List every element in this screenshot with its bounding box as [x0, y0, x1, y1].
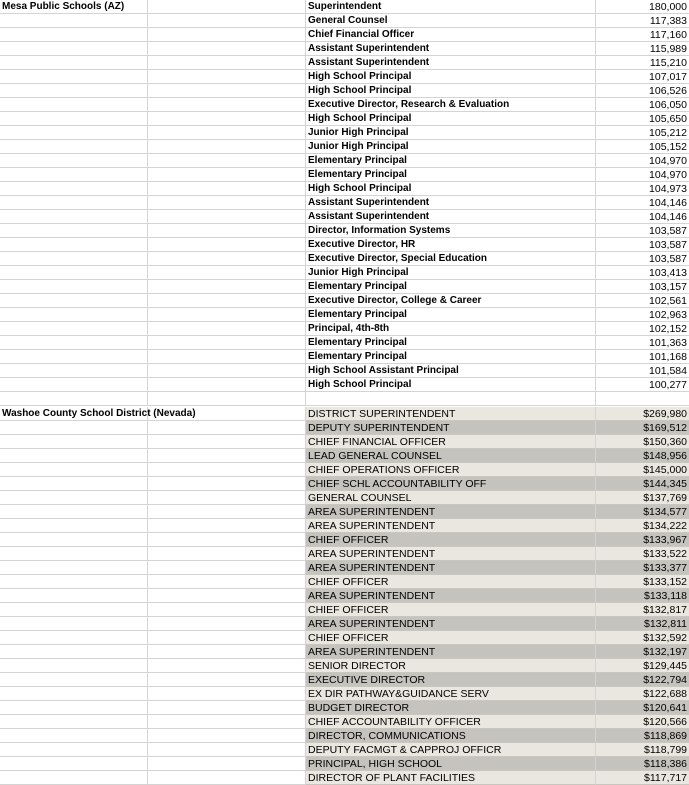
job-title-cell[interactable]: AREA SUPERINTENDENT [306, 547, 596, 561]
salary-cell[interactable]: 105,650 [596, 112, 689, 126]
salary-cell[interactable]: 105,212 [596, 126, 689, 140]
job-title-cell[interactable]: Assistant Superintendent [306, 210, 596, 224]
salary-cell[interactable]: $145,000 [596, 463, 689, 477]
empty-cell[interactable] [0, 645, 148, 659]
job-title-cell[interactable]: Superintendent [306, 0, 596, 14]
job-title-cell[interactable]: High School Principal [306, 182, 596, 196]
empty-cell[interactable] [148, 449, 306, 463]
empty-cell[interactable] [148, 392, 306, 406]
job-title-cell[interactable]: Assistant Superintendent [306, 196, 596, 210]
empty-cell[interactable] [0, 533, 148, 547]
salary-cell[interactable]: $132,817 [596, 603, 689, 617]
blank-row [0, 392, 689, 406]
empty-cell[interactable] [148, 14, 306, 28]
empty-cell[interactable] [148, 645, 306, 659]
job-title-cell[interactable]: High School Principal [306, 378, 596, 392]
empty-cell[interactable] [0, 743, 148, 757]
job-title-cell[interactable]: Executive Director, Special Education [306, 252, 596, 266]
empty-cell[interactable] [0, 729, 148, 743]
empty-cell[interactable] [0, 196, 148, 210]
job-title-cell[interactable]: High School Principal [306, 84, 596, 98]
empty-cell[interactable] [0, 449, 148, 463]
empty-cell[interactable] [148, 533, 306, 547]
empty-cell[interactable] [148, 336, 306, 350]
empty-cell[interactable] [0, 98, 148, 112]
table-row [0, 561, 689, 575]
salary-cell[interactable]: $122,688 [596, 687, 689, 701]
empty-cell[interactable] [0, 673, 148, 687]
salary-cell[interactable]: 105,152 [596, 140, 689, 154]
empty-cell[interactable] [0, 70, 148, 84]
job-title-cell[interactable]: DISTRICT SUPERINTENDENT [306, 407, 596, 421]
empty-cell[interactable] [0, 336, 148, 350]
empty-cell[interactable] [0, 308, 148, 322]
table-row [0, 168, 689, 182]
job-title-cell[interactable]: AREA SUPERINTENDENT [306, 645, 596, 659]
table-row [0, 238, 689, 252]
table-row [0, 659, 689, 673]
salary-cell[interactable]: 102,152 [596, 322, 689, 336]
empty-cell[interactable] [148, 617, 306, 631]
salary-cell[interactable]: 103,587 [596, 252, 689, 266]
job-title-cell[interactable]: LEAD GENERAL COUNSEL [306, 449, 596, 463]
job-title-cell[interactable]: Elementary Principal [306, 154, 596, 168]
table-row [0, 491, 689, 505]
job-title-cell[interactable]: EXECUTIVE DIRECTOR [306, 673, 596, 687]
job-title-cell[interactable]: DIRECTOR, COMMUNICATIONS [306, 729, 596, 743]
empty-cell[interactable] [148, 294, 306, 308]
job-title-cell[interactable]: DEPUTY FACMGT & CAPPROJ OFFICR [306, 743, 596, 757]
empty-cell[interactable] [148, 463, 306, 477]
empty-cell[interactable] [0, 392, 148, 406]
empty-cell[interactable] [0, 266, 148, 280]
empty-cell[interactable] [0, 603, 148, 617]
table-row [0, 42, 689, 56]
salary-cell[interactable]: 102,561 [596, 294, 689, 308]
salary-cell[interactable]: $122,794 [596, 673, 689, 687]
empty-cell[interactable] [148, 547, 306, 561]
table-row [0, 196, 689, 210]
table-row [0, 463, 689, 477]
job-title-cell[interactable]: Executive Director, College & Career [306, 294, 596, 308]
empty-cell[interactable] [0, 378, 148, 392]
table-row [0, 336, 689, 350]
empty-cell[interactable] [0, 575, 148, 589]
table-row [0, 575, 689, 589]
empty-cell[interactable] [0, 757, 148, 771]
table-row [0, 673, 689, 687]
table-row [0, 154, 689, 168]
empty-cell[interactable] [0, 589, 148, 603]
salary-cell[interactable]: $148,956 [596, 449, 689, 463]
empty-cell[interactable] [148, 70, 306, 84]
empty-cell[interactable] [148, 238, 306, 252]
salary-cell[interactable]: 106,526 [596, 84, 689, 98]
empty-cell[interactable] [0, 421, 148, 435]
table-row [0, 505, 689, 519]
empty-cell[interactable] [0, 182, 148, 196]
table-row [0, 364, 689, 378]
job-title-cell[interactable]: DIRECTOR OF PLANT FACILITIES [306, 771, 596, 785]
empty-cell[interactable] [148, 126, 306, 140]
table-row [0, 645, 689, 659]
table-row [0, 70, 689, 84]
job-title-cell[interactable]: SENIOR DIRECTOR [306, 659, 596, 673]
empty-cell[interactable] [0, 280, 148, 294]
salary-cell[interactable]: $269,980 [596, 407, 689, 421]
district-name-cell[interactable]: Washoe County School District (Nevada) [2, 408, 196, 419]
empty-cell[interactable] [0, 771, 148, 785]
empty-cell[interactable] [148, 771, 306, 785]
empty-cell[interactable] [0, 617, 148, 631]
salary-cell[interactable]: 101,584 [596, 364, 689, 378]
table-row [0, 547, 689, 561]
empty-cell[interactable] [148, 84, 306, 98]
table-row [0, 182, 689, 196]
empty-cell[interactable] [148, 519, 306, 533]
job-title-cell[interactable]: EX DIR PATHWAY&GUIDANCE SERV [306, 687, 596, 701]
job-title-cell[interactable]: High School Assistant Principal [306, 364, 596, 378]
empty-cell[interactable] [0, 56, 148, 70]
table-row [0, 210, 689, 224]
empty-cell[interactable] [0, 659, 148, 673]
job-title-cell[interactable]: Elementary Principal [306, 168, 596, 182]
table-row [0, 701, 689, 715]
empty-cell[interactable] [148, 224, 306, 238]
table-row [0, 280, 689, 294]
empty-cell[interactable] [148, 42, 306, 56]
empty-cell[interactable] [148, 631, 306, 645]
empty-cell[interactable] [0, 42, 148, 56]
salary-cell[interactable]: $118,386 [596, 757, 689, 771]
table-row [0, 112, 689, 126]
salary-cell[interactable]: $169,512 [596, 421, 689, 435]
empty-cell[interactable] [148, 603, 306, 617]
salary-cell[interactable]: $134,577 [596, 505, 689, 519]
empty-cell[interactable] [148, 28, 306, 42]
empty-cell[interactable] [148, 196, 306, 210]
salary-cell[interactable]: $129,445 [596, 659, 689, 673]
empty-cell[interactable] [148, 659, 306, 673]
job-title-cell[interactable]: CHIEF OFFICER [306, 631, 596, 645]
salary-cell[interactable]: $117,717 [596, 771, 689, 785]
empty-cell[interactable] [0, 294, 148, 308]
empty-cell[interactable] [0, 477, 148, 491]
empty-cell[interactable] [0, 14, 148, 28]
district-name-cell[interactable]: Mesa Public Schools (AZ) [0, 0, 148, 14]
salary-cell[interactable]: $132,811 [596, 617, 689, 631]
table-row [0, 407, 689, 421]
empty-cell[interactable] [148, 673, 306, 687]
job-title-cell[interactable]: General Counsel [306, 14, 596, 28]
empty-cell[interactable] [0, 322, 148, 336]
salary-cell[interactable]: $133,118 [596, 589, 689, 603]
empty-cell[interactable] [596, 392, 689, 406]
salary-cell[interactable]: 106,050 [596, 98, 689, 112]
table-row [0, 350, 689, 364]
salary-cell[interactable]: $120,641 [596, 701, 689, 715]
empty-cell[interactable] [148, 56, 306, 70]
table-row [0, 252, 689, 266]
empty-cell[interactable] [148, 715, 306, 729]
salary-cell[interactable]: $133,152 [596, 575, 689, 589]
table-row [0, 435, 689, 449]
salary-cell[interactable]: 117,383 [596, 14, 689, 28]
salary-cell[interactable]: 104,146 [596, 196, 689, 210]
salary-cell[interactable]: 101,168 [596, 350, 689, 364]
salary-cell[interactable]: $133,377 [596, 561, 689, 575]
table-row [0, 294, 689, 308]
job-title-cell[interactable]: High School Principal [306, 70, 596, 84]
empty-cell[interactable] [0, 28, 148, 42]
salary-cell[interactable]: $144,345 [596, 477, 689, 491]
empty-cell[interactable] [148, 477, 306, 491]
job-title-cell[interactable]: Executive Director, HR [306, 238, 596, 252]
empty-cell[interactable] [148, 701, 306, 715]
table-row [0, 308, 689, 322]
table-row [0, 729, 689, 743]
empty-cell[interactable] [148, 378, 306, 392]
job-title-cell[interactable]: AREA SUPERINTENDENT [306, 589, 596, 603]
job-title-cell[interactable]: Junior High Principal [306, 140, 596, 154]
salary-cell[interactable]: 107,017 [596, 70, 689, 84]
salary-cell[interactable]: $137,769 [596, 491, 689, 505]
job-title-cell[interactable]: CHIEF SCHL ACCOUNTABILITY OFF [306, 477, 596, 491]
empty-cell[interactable] [0, 224, 148, 238]
job-title-cell[interactable]: AREA SUPERINTENDENT [306, 561, 596, 575]
empty-cell[interactable] [148, 575, 306, 589]
job-title-cell[interactable]: Elementary Principal [306, 308, 596, 322]
job-title-cell[interactable]: GENERAL COUNSEL [306, 491, 596, 505]
empty-cell[interactable] [0, 140, 148, 154]
empty-cell[interactable] [0, 519, 148, 533]
job-title-cell[interactable]: CHIEF OFFICER [306, 575, 596, 589]
job-title-cell[interactable]: Executive Director, Research & Evaluation [306, 98, 596, 112]
table-row [0, 477, 689, 491]
empty-cell[interactable] [148, 435, 306, 449]
empty-cell[interactable] [148, 210, 306, 224]
salary-cell[interactable]: 101,363 [596, 336, 689, 350]
empty-cell[interactable] [0, 687, 148, 701]
empty-cell[interactable] [148, 266, 306, 280]
job-title-cell[interactable]: Assistant Superintendent [306, 42, 596, 56]
job-title-cell[interactable]: Director, Information Systems [306, 224, 596, 238]
empty-cell[interactable] [0, 154, 148, 168]
job-title-cell[interactable]: CHIEF OFFICER [306, 603, 596, 617]
empty-cell[interactable] [0, 547, 148, 561]
empty-cell[interactable] [0, 210, 148, 224]
empty-cell[interactable] [0, 126, 148, 140]
job-title-cell[interactable]: CHIEF FINANCIAL OFFICER [306, 435, 596, 449]
job-title-cell[interactable]: Elementary Principal [306, 336, 596, 350]
salary-cell[interactable]: 117,160 [596, 28, 689, 42]
table-row [0, 14, 689, 28]
empty-cell[interactable] [0, 112, 148, 126]
job-title-cell[interactable]: AREA SUPERINTENDENT [306, 617, 596, 631]
salary-cell[interactable]: $133,522 [596, 547, 689, 561]
salary-cell[interactable]: $120,566 [596, 715, 689, 729]
empty-cell[interactable] [0, 561, 148, 575]
salary-cell[interactable]: $150,360 [596, 435, 689, 449]
salary-cell[interactable]: 103,587 [596, 238, 689, 252]
job-title-cell[interactable]: AREA SUPERINTENDENT [306, 505, 596, 519]
salary-cell[interactable]: $118,869 [596, 729, 689, 743]
salary-cell[interactable]: 115,210 [596, 56, 689, 70]
job-title-cell[interactable]: AREA SUPERINTENDENT [306, 519, 596, 533]
salary-cell[interactable]: 103,413 [596, 266, 689, 280]
job-title-cell[interactable]: CHIEF ACCOUNTABILITY OFFICER [306, 715, 596, 729]
table-row [0, 603, 689, 617]
table-row [0, 757, 689, 771]
empty-cell[interactable] [0, 364, 148, 378]
empty-cell[interactable] [148, 407, 306, 421]
empty-cell[interactable] [148, 98, 306, 112]
table-row [0, 140, 689, 154]
table-row [0, 0, 689, 14]
salary-cell[interactable]: $132,197 [596, 645, 689, 659]
empty-cell[interactable] [0, 350, 148, 364]
empty-cell[interactable] [0, 701, 148, 715]
table-row [0, 126, 689, 140]
job-title-cell[interactable]: Elementary Principal [306, 350, 596, 364]
empty-cell[interactable] [148, 687, 306, 701]
table-row [0, 687, 689, 701]
table-row [0, 28, 689, 42]
job-title-cell[interactable]: PRINCIPAL, HIGH SCHOOL [306, 757, 596, 771]
empty-cell[interactable] [0, 463, 148, 477]
salary-cell[interactable]: 102,963 [596, 308, 689, 322]
table-row [0, 84, 689, 98]
empty-cell[interactable] [148, 322, 306, 336]
job-title-cell[interactable]: Elementary Principal [306, 280, 596, 294]
empty-cell[interactable] [148, 140, 306, 154]
table-row [0, 421, 689, 435]
empty-cell[interactable] [148, 308, 306, 322]
salary-cell[interactable]: 115,989 [596, 42, 689, 56]
job-title-cell[interactable]: CHIEF OFFICER [306, 533, 596, 547]
empty-cell[interactable] [0, 84, 148, 98]
salary-cell[interactable]: $118,799 [596, 743, 689, 757]
table-row [0, 224, 689, 238]
table-row [0, 589, 689, 603]
empty-cell[interactable] [148, 112, 306, 126]
empty-cell[interactable] [148, 154, 306, 168]
empty-cell[interactable] [148, 182, 306, 196]
empty-cell[interactable] [148, 252, 306, 266]
table-row [0, 533, 689, 547]
empty-cell[interactable] [148, 491, 306, 505]
table-row [0, 98, 689, 112]
empty-cell[interactable] [148, 0, 306, 14]
empty-cell[interactable] [306, 392, 596, 406]
job-title-cell[interactable]: Chief Financial Officer [306, 28, 596, 42]
salary-cell[interactable]: 180,000 [596, 0, 689, 14]
table-row [0, 322, 689, 336]
empty-cell[interactable] [148, 743, 306, 757]
table-row [0, 617, 689, 631]
salary-cell[interactable]: $133,967 [596, 533, 689, 547]
salary-cell[interactable]: 104,146 [596, 210, 689, 224]
empty-cell[interactable] [0, 631, 148, 645]
salary-cell[interactable]: 103,587 [596, 224, 689, 238]
empty-cell[interactable] [0, 491, 148, 505]
empty-cell[interactable] [148, 561, 306, 575]
empty-cell[interactable] [0, 715, 148, 729]
table-row [0, 715, 689, 729]
table-row [0, 56, 689, 70]
empty-cell[interactable] [148, 168, 306, 182]
job-title-cell[interactable]: Principal, 4th-8th [306, 322, 596, 336]
job-title-cell[interactable]: CHIEF OPERATIONS OFFICER [306, 463, 596, 477]
empty-cell[interactable] [0, 238, 148, 252]
empty-cell[interactable] [148, 421, 306, 435]
table-row [0, 378, 689, 392]
salary-cell[interactable]: 104,973 [596, 182, 689, 196]
empty-cell[interactable] [148, 280, 306, 294]
table-row [0, 519, 689, 533]
table-row [0, 266, 689, 280]
empty-cell[interactable] [148, 589, 306, 603]
job-title-cell[interactable]: Junior High Principal [306, 266, 596, 280]
table-row [0, 743, 689, 757]
empty-cell[interactable] [148, 505, 306, 519]
salary-cell[interactable]: 104,970 [596, 154, 689, 168]
job-title-cell[interactable]: High School Principal [306, 112, 596, 126]
empty-cell[interactable] [0, 252, 148, 266]
salary-cell[interactable]: $132,592 [596, 631, 689, 645]
empty-cell[interactable] [148, 364, 306, 378]
salary-cell[interactable]: 100,277 [596, 378, 689, 392]
empty-cell[interactable] [0, 505, 148, 519]
empty-cell[interactable] [148, 350, 306, 364]
job-title-cell[interactable]: Junior High Principal [306, 126, 596, 140]
job-title-cell[interactable]: DEPUTY SUPERINTENDENT [306, 421, 596, 435]
job-title-cell[interactable]: BUDGET DIRECTOR [306, 701, 596, 715]
table-row [0, 771, 689, 785]
table-row [0, 631, 689, 645]
salary-cell[interactable]: 103,157 [596, 280, 689, 294]
empty-cell[interactable] [0, 435, 148, 449]
job-title-cell[interactable]: Assistant Superintendent [306, 56, 596, 70]
empty-cell[interactable] [0, 168, 148, 182]
empty-cell[interactable] [148, 729, 306, 743]
empty-cell[interactable] [148, 757, 306, 771]
table-row [0, 449, 689, 463]
salary-cell[interactable]: $134,222 [596, 519, 689, 533]
salary-cell[interactable]: 104,970 [596, 168, 689, 182]
